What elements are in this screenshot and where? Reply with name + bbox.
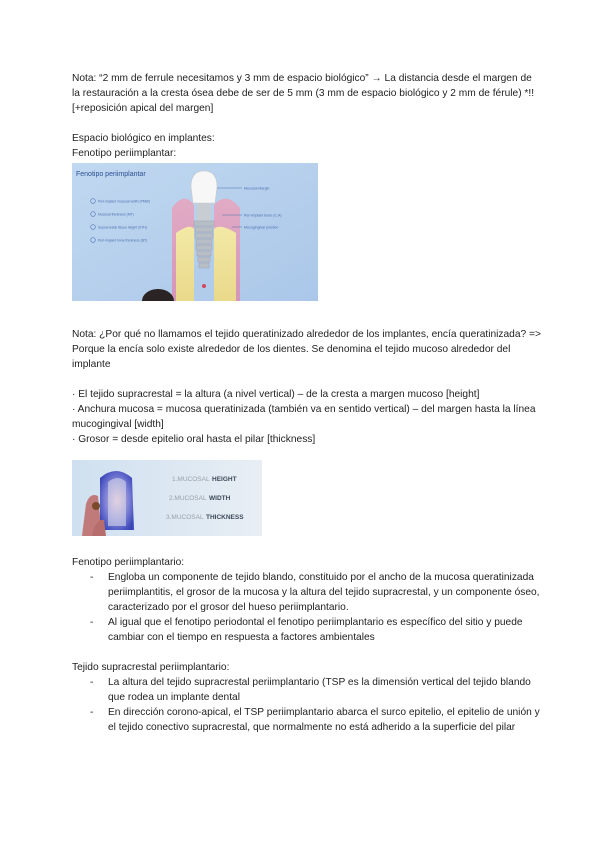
list-item: - Al igual que el fenotipo periodontal el fenotipo periimplantario es específico del sitio y puede cambiar con el tiempo en respuesta a factores ambientales: [72, 615, 542, 645]
mucosal-prefix-3: 3.MUCOSAL: [166, 514, 204, 521]
tejido-list: [72, 675, 542, 735]
mucosal-width-label: WIDTH: [209, 495, 231, 502]
mucosal-height-label: HEIGHT: [212, 476, 237, 483]
definition-height: · El tejido supracrestal = la altura (a nivel vertical) – de la cresta a margen mucoso [height]: [72, 389, 480, 400]
slide-label-right-2: Peri-implant bone (C.A): [244, 213, 282, 218]
section-tejido-title: Tejido supracrestal periimplantario:: [72, 662, 230, 673]
section-fenotipo-title: Fenotipo periimplantario:: [72, 557, 185, 568]
slide-label-left-2: Mucosal thickness (MT): [98, 212, 134, 217]
heading-fenotipo-periimplantar: Fenotipo periimplantar:: [72, 148, 177, 159]
slide-label-right-3: Mucogingival junction: [244, 225, 279, 230]
slide-label-left-1: Peri-implant mucosal width (PMW): [98, 199, 151, 204]
note-queratinizado: Nota: ¿Por qué no llamamos el tejido queratinizado alrededor de los implantes, encía queratinizada? => Porque la encía solo existe alrededor de los dientes. Se denomina el tejido mucoso alrededor del implante: [72, 329, 541, 370]
list-item: - En dirección corono-apical, el TSP periimplantario abarca el surco epitelio, el epitelio de unión y el tejido conectivo supracrestal, que normalmente no está adherido a la superficie del pilar: [72, 705, 542, 735]
document-page: [72, 71, 542, 735]
note-ferrule: Nota: “2 mm de ferrule necesitamos y 3 mm de espacio biológico” → La distancia desde el margen de la restauración a la cresta ósea debe de ser de 5 mm (3 mm de espacio biológico y 2 mm de férule) *!! [+reposición apical del margen]: [72, 73, 535, 114]
slide-label-right-1: Mucosal Margin: [244, 186, 270, 191]
list-item: - Engloba un componente de tejido blando, constituido por el ancho de la mucosa queratinizada periimplantitis, el grosor de la mucosa y la altura del tejido supracrestal, y un componente óseo, caracterizado por el grosor del hueso periimplantario.: [72, 570, 542, 615]
definition-thickness: · Grosor = desde epitelio oral hasta el pilar [thickness]: [72, 434, 316, 445]
mucosal-prefix-2: 2.MUCOSAL: [169, 495, 207, 502]
slide-title: Fenotipo periimplantar: [76, 171, 146, 178]
slide-label-left-3: Supracrestal tissue height (STH): [98, 225, 147, 230]
fenotipo-list: [72, 570, 542, 645]
mucosal-dimensions-photo: [72, 460, 262, 536]
slide-label-left-4: Peri-implant bone thickness (BT): [98, 238, 148, 243]
mucosal-prefix-1: 1.MUCOSAL: [172, 476, 210, 483]
definition-width: · Anchura mucosa = mucosa queratinizada (también va en sentido vertical) – del margen hasta la línea mucogingival [width]: [72, 404, 536, 430]
mucosal-thickness-label: THICKNESS: [206, 514, 244, 521]
list-item: - La altura del tejido supracrestal periimplantario (TSP es la dimensión vertical del tejido blando que rodea un implante dental: [72, 675, 542, 705]
heading-espacio-biologico: Espacio biológico en implantes:: [72, 133, 215, 144]
fenotipo-slide-photo: [72, 163, 318, 301]
